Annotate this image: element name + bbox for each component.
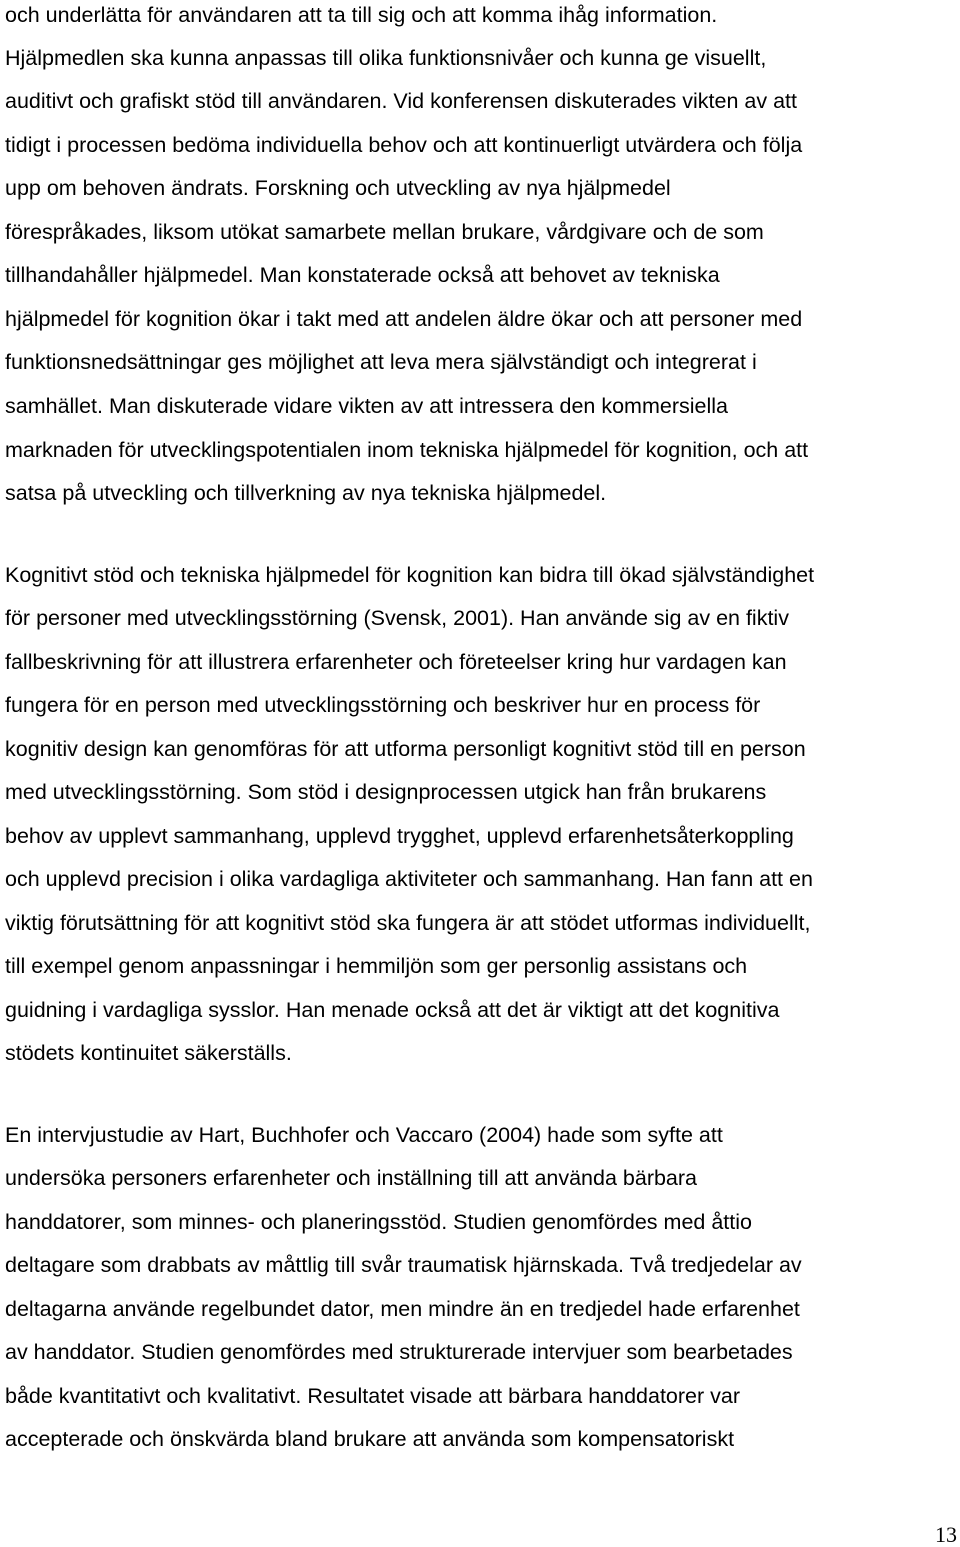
- text-line: Kognitivt stöd och tekniska hjälpmedel för kognition kan bidra till ökad självständighet: [5, 563, 815, 587]
- text-line: och underlätta för användaren att ta till sig och att komma ihåg information.: [5, 3, 718, 27]
- text-line: kognitiv design kan genomföras för att utforma personligt kognitivt stöd till en person: [5, 737, 806, 761]
- text-line: viktig förutsättning för att kognitivt stöd ska fungera är att stödet utformas individuellt,: [5, 911, 811, 935]
- text-line: tillhandahåller hjälpmedel. Man konstaterade också att behovet av tekniska: [5, 263, 720, 287]
- text-line: fungera för en person med utvecklingsstörning och beskriver hur en process för: [5, 693, 761, 717]
- text-line: behov av upplevt sammanhang, upplevd trygghet, upplevd erfarenhetsåterkoppling: [5, 824, 794, 848]
- text-line: Hjälpmedlen ska kunna anpassas till olika funktionsnivåer och kunna ge visuellt,: [5, 46, 767, 70]
- text-line: satsa på utveckling och tillverkning av nya tekniska hjälpmedel.: [5, 481, 607, 505]
- text-line: En intervjustudie av Hart, Buchhofer och Vaccaro (2004) hade som syfte att: [5, 1123, 723, 1147]
- text-line: accepterade och önskvärda bland brukare att använda som kompensatoriskt: [5, 1427, 735, 1451]
- text-line: undersöka personers erfarenheter och inställning till att använda bärbara: [5, 1166, 698, 1190]
- text-line: för personer med utvecklingsstörning (Svensk, 2001). Han använde sig av en fiktiv: [5, 606, 789, 630]
- text-line: hjälpmedel för kognition ökar i takt med att andelen äldre ökar och att personer med: [5, 307, 803, 331]
- text-line: guidning i vardagliga sysslor. Han menade också att det är viktigt att det kognitiva: [5, 998, 780, 1022]
- text-line: funktionsnedsättningar ges möjlighet att leva mera självständigt och integrerat i: [5, 350, 757, 374]
- text-line: deltagarna använde regelbundet dator, men mindre än en tredjedel hade erfarenhet: [5, 1297, 800, 1321]
- text-line: handdatorer, som minnes- och planeringsstöd. Studien genomfördes med åttio: [5, 1210, 752, 1234]
- text-line: tidigt i processen bedöma individuella behov och att kontinuerligt utvärdera och följa: [5, 133, 803, 157]
- text-line: och upplevd precision i olika vardagliga aktiviteter och sammanhang. Han fann att en: [5, 867, 813, 891]
- text-line: både kvantitativt och kvalitativt. Resultatet visade att bärbara handdatorer var: [5, 1384, 740, 1408]
- text-line: marknaden för utvecklingspotentialen inom tekniska hjälpmedel för kognition, och att: [5, 438, 809, 462]
- page-number: 13: [935, 1522, 957, 1547]
- text-line: samhället. Man diskuterade vidare vikten av att intressera den kommersiella: [5, 394, 728, 418]
- text-line: auditivt och grafiskt stöd till användaren. Vid konferensen diskuterades vikten av att: [5, 89, 797, 113]
- text-line: fallbeskrivning för att illustrera erfarenheter och företeelser kring hur vardagen kan: [5, 650, 787, 674]
- text-line: till exempel genom anpassningar i hemmiljön som ger personlig assistans och: [5, 954, 748, 978]
- text-line: upp om behoven ändrats. Forskning och utveckling av nya hjälpmedel: [5, 176, 671, 200]
- text-line: förespråkades, liksom utökat samarbete mellan brukare, vårdgivare och de som: [5, 220, 764, 244]
- text-line: med utvecklingsstörning. Som stöd i designprocessen utgick han från brukarens: [5, 780, 767, 804]
- text-line: stödets kontinuitet säkerställs.: [5, 1041, 292, 1065]
- text-line: deltagare som drabbats av måttlig till svår traumatisk hjärnskada. Två tredjedelar av: [5, 1253, 802, 1277]
- text-line: av handdator. Studien genomfördes med strukturerade intervjuer som bearbetades: [5, 1340, 793, 1364]
